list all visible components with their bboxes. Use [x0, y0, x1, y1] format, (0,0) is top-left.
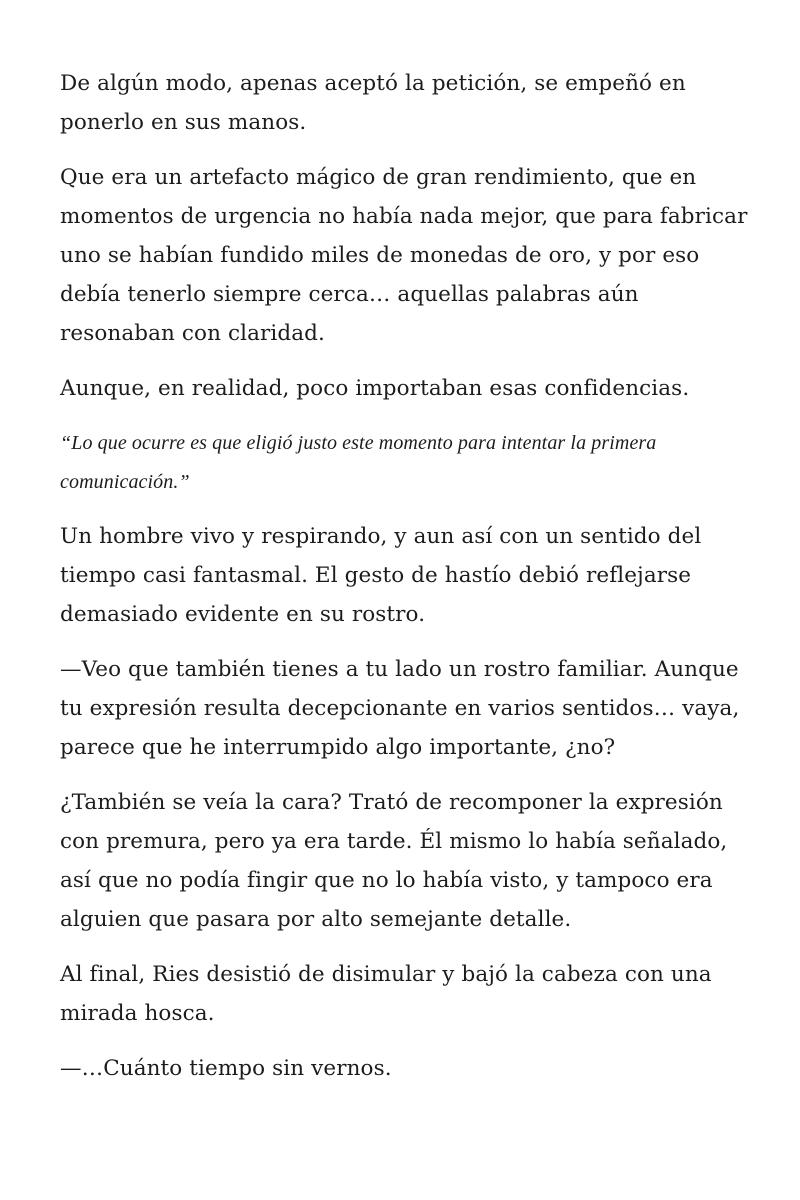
page-content [60, 64, 750, 1104]
paragraph-3: Aunque, en realidad, poco importaban esas confidencias. [60, 376, 690, 401]
dialogue-1: —Veo que también tienes a tu lado un rostro familiar. Aunque tu expresión resulta decepcionante en varios sentidos… vaya, parece que he interrumpido algo importante, ¿no? [60, 657, 740, 760]
dialogue-2: —…Cuánto tiempo sin vernos. [60, 1056, 392, 1081]
paragraph-2: Que era un artefacto mágico de gran rendimiento, que en momentos de urgencia no había nada mejor, que para fabricar uno se habían fundido miles de monedas de oro, y por eso debía tenerlo siempre cerca… aquellas palabras aún resonaban con claridad. [60, 165, 748, 346]
italic-quote: “Lo que ocurre es que eligió justo este momento para intentar la primera comunicación.” [60, 432, 657, 493]
paragraph-1: De algún modo, apenas aceptó la petición, se empeñó en ponerlo en sus manos. [60, 71, 686, 135]
paragraph-5: Un hombre vivo y respirando, y aun así con un sentido del tiempo casi fantasmal. El gesto de hastío debió reflejarse demasiado evidente en su rostro. [60, 524, 702, 627]
paragraph-7: ¿También se veía la cara? Trató de recomponer la expresión con premura, pero ya era tarde. Él mismo lo había señalado, así que no podía fingir que no lo había visto, y tampoco era alguien que pasara por alto semejante detalle. [60, 790, 728, 932]
paragraph-8: Al final, Ries desistió de disimular y bajó la cabeza con una mirada hosca. [60, 962, 712, 1026]
